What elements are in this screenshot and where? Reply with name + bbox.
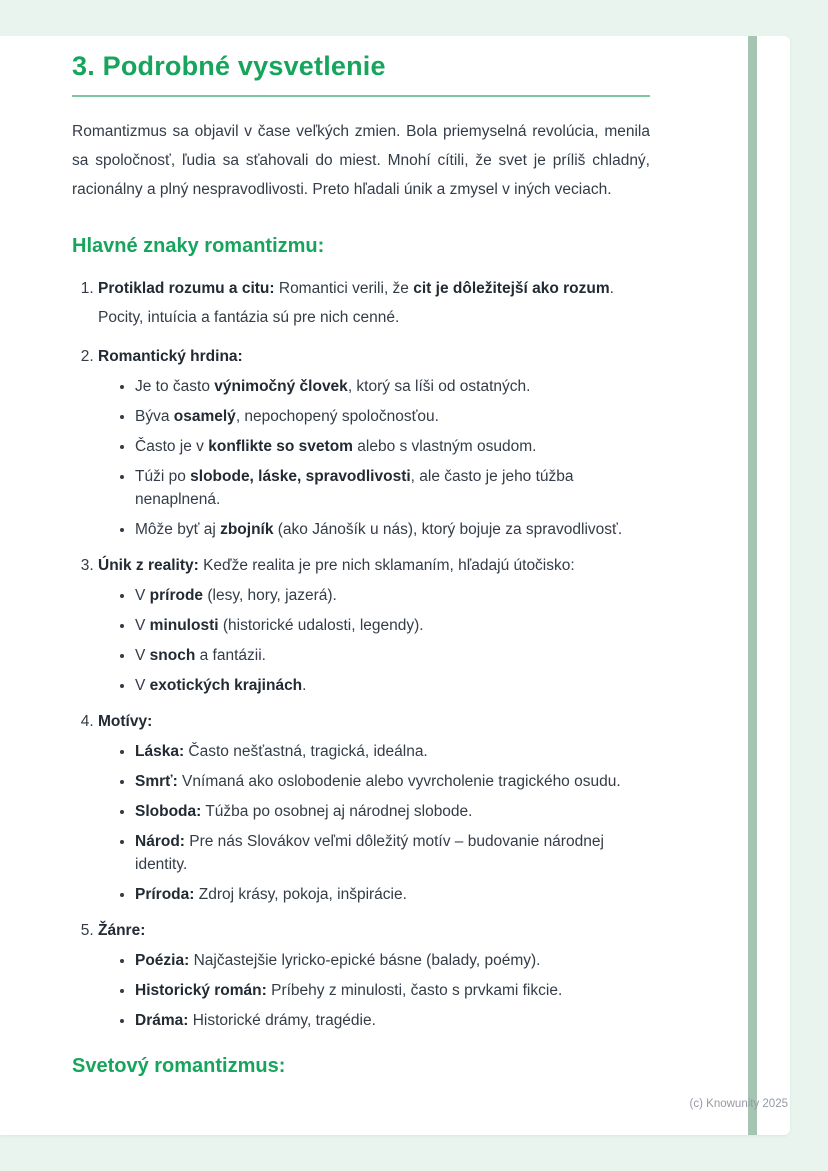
bold-text-segment: Láska: [135, 743, 185, 760]
bullet-list [98, 375, 650, 541]
bullet-item [135, 740, 650, 763]
bold-text-segment: Poézia: [135, 952, 190, 969]
bullet-item [135, 375, 650, 398]
text-segment: Najčastejšie lyricko-epické básne (balady, poémy). [189, 952, 541, 969]
text-segment: Často je v [135, 438, 209, 455]
page-content [0, 36, 790, 1078]
bold-text-segment: zbojník [220, 521, 274, 538]
text-segment: V [135, 677, 150, 694]
bullet-item [135, 830, 650, 876]
numbered-item-lead [98, 342, 650, 371]
bold-text-segment: Príroda: [135, 886, 195, 903]
text-segment: V [135, 587, 150, 604]
text-segment: (ako Jánošík u nás), ktorý bojuje za spravodlivosť. [273, 521, 623, 538]
bold-text-segment: Motívy: [98, 713, 153, 730]
numbered-item [98, 707, 650, 906]
text-segment: Pre nás Slovákov veľmi dôležitý motív – budovanie národnej identity. [135, 833, 604, 873]
text-segment: a fantázii. [195, 647, 266, 664]
text-segment: , ktorý sa líši od ostatných. [347, 378, 531, 395]
bullet-list [98, 584, 650, 697]
bold-text-segment: Sloboda: [135, 803, 202, 820]
numbered-item [98, 916, 650, 1032]
bold-text-segment: konflikte so svetom [208, 438, 353, 455]
text-segment: , ale často je jeho túžba nenaplnená. [135, 468, 574, 508]
text-segment: . [302, 677, 307, 694]
bold-text-segment: Romantický hrdina: [98, 348, 243, 365]
bullet-item [135, 644, 650, 667]
bullet-item [135, 614, 650, 637]
numbered-item [98, 274, 650, 332]
text-segment: Túžba po osobnej aj národnej slobode. [201, 803, 473, 820]
numbered-item-lead [98, 707, 650, 736]
text-segment: Vnímaná ako oslobodenie alebo vyvrcholenie tragického osudu. [177, 773, 621, 790]
text-segment: (historické udalosti, legendy). [218, 617, 424, 634]
document-page [0, 36, 790, 1135]
bold-text-segment: Národ: [135, 833, 185, 850]
bold-text-segment: snoch [149, 647, 196, 664]
bullet-item [135, 949, 650, 972]
bold-text-segment: prírode [149, 587, 204, 604]
bullet-item [135, 770, 650, 793]
title-divider [72, 95, 650, 97]
bold-text-segment: slobode, láske, spravodlivosti [190, 468, 411, 485]
numbered-item-lead [98, 916, 650, 945]
bold-text-segment: minulosti [149, 617, 219, 634]
text-segment: Romantici verili, že [274, 280, 414, 297]
text-segment: (lesy, hory, jazerá). [203, 587, 337, 604]
bullet-item [135, 518, 650, 541]
bullet-list [98, 949, 650, 1032]
bold-text-segment: Únik z reality: [98, 557, 199, 574]
bullet-item [135, 405, 650, 428]
bullet-item [135, 584, 650, 607]
text-segment: Historické drámy, tragédie. [188, 1012, 376, 1029]
bullet-item [135, 674, 650, 697]
page-accent-bar [748, 36, 757, 1135]
numbered-item-lead [98, 551, 650, 580]
bold-text-segment: Smrť: [135, 773, 178, 790]
text-segment: Býva [135, 408, 174, 425]
text-segment: . Pocity, intuícia a fantázia sú pre nich cenné. [98, 280, 614, 326]
text-segment: V [135, 617, 150, 634]
text-segment: Často nešťastná, tragická, ideálna. [184, 743, 428, 760]
text-segment: Túži po [135, 468, 191, 485]
page-title: 3. Podrobné vysvetlenie [72, 51, 386, 81]
text-segment: alebo s vlastným osudom. [352, 438, 537, 455]
bold-text-segment: cit je dôležitejší ako rozum [413, 280, 610, 297]
text-segment: Môže byť aj [135, 521, 221, 538]
bullet-list [98, 740, 650, 906]
text-segment: Keďže realita je pre nich sklamaním, hľadajú útočisko: [198, 557, 575, 574]
numbered-item [98, 551, 650, 697]
bullet-item [135, 883, 650, 906]
text-segment: Je to často [135, 378, 215, 395]
bold-text-segment: exotických krajinách [149, 677, 303, 694]
bold-text-segment: Dráma: [135, 1012, 189, 1029]
section-heading-hlavne-znaky: Hlavné znaky romantizmu: [72, 235, 325, 257]
text-segment: Zdroj krásy, pokoja, inšpirácie. [194, 886, 407, 903]
text-segment: V [135, 647, 150, 664]
bold-text-segment: Protiklad rozumu a citu: [98, 280, 275, 297]
bullet-item [135, 435, 650, 458]
bold-text-segment: Historický román: [135, 982, 267, 999]
section-heading-svetovy-romantizmus: Svetový romantizmus: [72, 1055, 286, 1077]
numbered-item-lead [98, 274, 650, 332]
bullet-item [135, 979, 650, 1002]
bold-text-segment: výnimočný človek [214, 378, 348, 395]
bullet-item [135, 1009, 650, 1032]
text-segment: , nepochopený spoločnosťou. [235, 408, 439, 425]
bullet-item [135, 465, 650, 511]
intro-paragraph: Romantizmus sa objavil v čase veľkých zmien. Bola priemyselná revolúcia, menila sa spoločnosť, ľudia sa sťahovali do miest. Mnohí cítili, že svet je príliš chladný, racionálny a plný nespravodlivosti. Preto hľadali únik a zmysel v iných veciach. [72, 123, 650, 198]
numbered-item [98, 342, 650, 541]
bullet-item [135, 800, 650, 823]
bold-text-segment: Žánre: [98, 922, 146, 939]
text-segment: Príbehy z minulosti, často s prvkami fikcie. [266, 982, 563, 999]
numbered-list [72, 274, 650, 1032]
watermark: (c) Knowunity 2025 [689, 1098, 788, 1110]
bold-text-segment: osamelý [173, 408, 236, 425]
